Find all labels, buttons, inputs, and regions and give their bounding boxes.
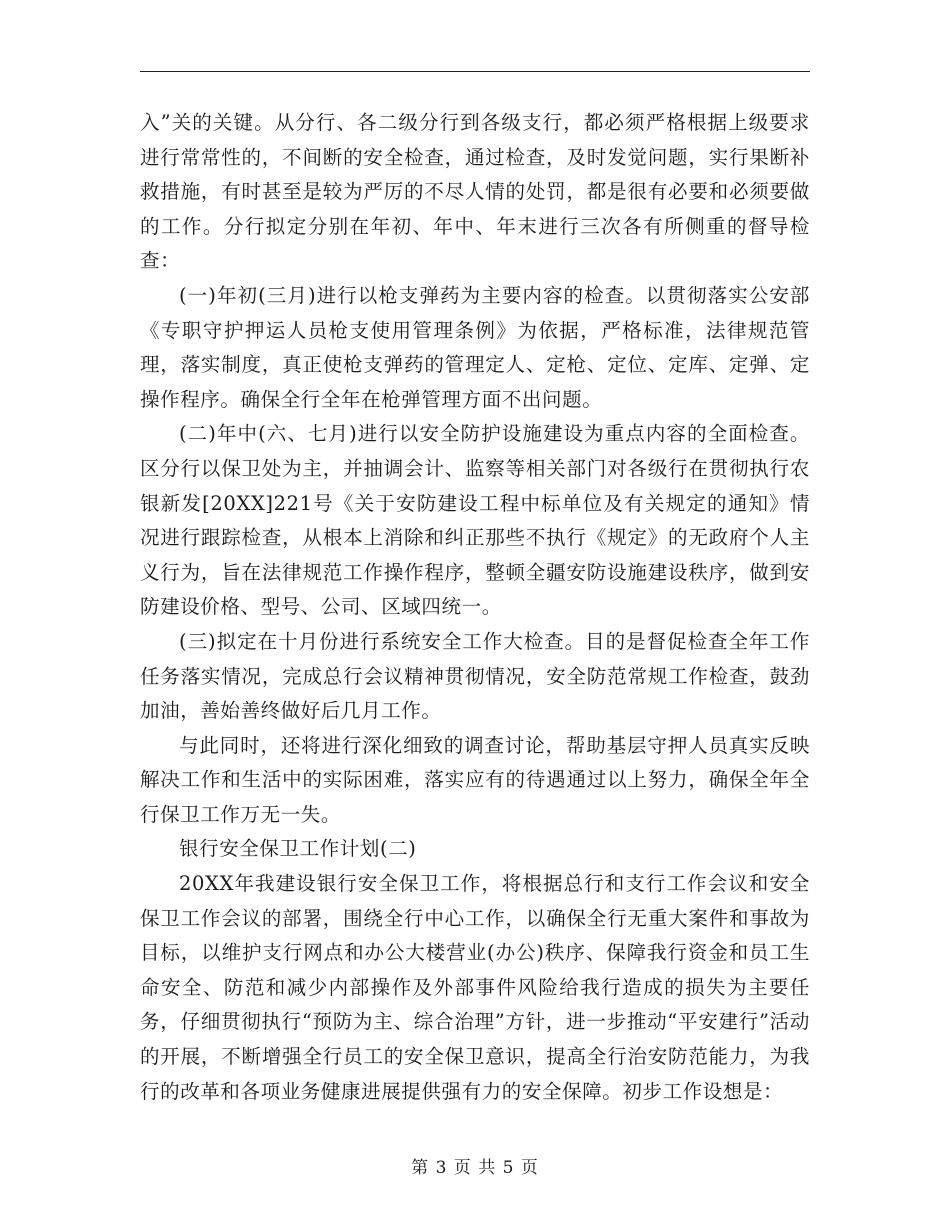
paragraph: (一)年初(三月)进行以枪支弹药为主要内容的检查。以贯彻落实公安部《专职守护押运人员枪支使用管理条例》为依据，严格标准，法律规范管理，落实制度，真正使枪支弹药的管理定人、定枪、定位、定库、定弹、定操作程序。确保全行全年在枪弹管理方面不出问题。 (140, 283, 810, 411)
paragraph: (二)年中(六、七月)进行以安全防护设施建设为重点内容的全面检查。区分行以保卫处为主，并抽调会计、监察等相关部门对各级行在贯彻执行农银新发[20XX]221号《关于安防建设工程中标单位及有关规定的通知》情况进行跟踪检查，从根本上消除和纠正那些不执行《规定》的无政府个人主义行为，旨在法律规范工作操作程序，整顿全疆安防设施建设秩序，做到安防建设价格、型号、公司、区域四统一。 (140, 422, 810, 619)
paragraph: 入”关的关键。从分行、各二级分行到各级支行，都必须严格根据上级要求进行常常性的，不间断的安全检查，通过检查，及时发觉问题，实行果断补救措施，有时甚至是较为严厉的不尽人情的处罚，都是很有必要和必须要做的工作。分行拟定分别在年初、年中、年末进行三次各有所侧重的督导检查： (140, 111, 810, 273)
section-title: 银行安全保卫工作计划(二) (179, 837, 417, 861)
paragraph: (三)拟定在十月份进行系统安全工作大检查。目的是督促检查全年工作任务落实情况，完成总行会议精神贯彻情况，安全防范常规工作检查，鼓劲加油，善始善终做好后几月工作。 (140, 629, 810, 723)
document-body (140, 106, 810, 1109)
paragraph: 20XX年我建设银行安全保卫工作，将根据总行和支行工作会议和安全保卫工作会议的部署，围绕全行中心工作，以确保全行无重大案件和事故为目标，以维护支行网点和办公大楼营业(办公)秩序、保障我行资金和员工生命安全、防范和减少内部操作及外部事件风险给我行造成的损失为主要任务，仔细贯彻执行“预防为主、综合治理”方针，进一步推动“平安建行”活动的开展，不断增强全行员工的安全保卫意识，提高全行治安防范能力，为我行的改革和各项业务健康进展提供强有力的安全保障。初步工作设想是： (140, 872, 810, 1103)
header-rule (140, 71, 810, 72)
paragraph: 与此同时，还将进行深化细致的调查讨论，帮助基层守押人员真实反映解决工作和生活中的实际困难，落实应有的待遇通过以上努力，确保全年全行保卫工作万无一失。 (140, 733, 810, 826)
page-number: 第 3 页 共 5 页 (411, 1158, 539, 1178)
